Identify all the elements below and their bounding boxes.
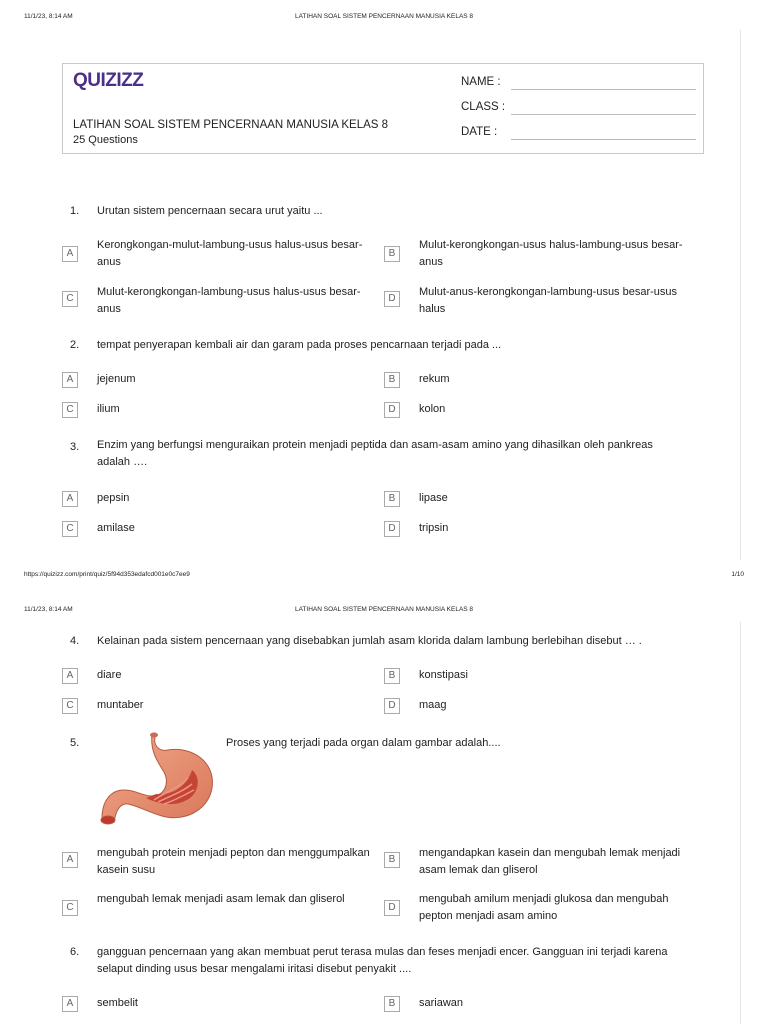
name-underline — [511, 89, 696, 90]
option-text: Mulut-kerongkongan-lambung-usus halus-usus besar-anus — [97, 286, 361, 315]
option-letter: A — [62, 491, 78, 507]
option-text: kolon — [419, 403, 446, 415]
print-title: LATIHAN SOAL SISTEM PENCERNAAN MANUSIA KELAS 8 — [294, 606, 474, 613]
option-letter: B — [384, 246, 400, 262]
page-edge — [740, 622, 741, 1024]
option-letter: C — [62, 698, 78, 714]
option-letter: D — [384, 900, 400, 916]
print-title: LATIHAN SOAL SISTEM PENCERNAAN MANUSIA KELAS 8 — [294, 13, 474, 20]
option-text: sembelit — [97, 997, 138, 1009]
option-letter: A — [62, 996, 78, 1012]
option-text: pepsin — [97, 492, 130, 504]
option-letter: C — [62, 402, 78, 418]
option-text: Mulut-kerongkongan-usus halus-lambung-usus besar-anus — [419, 239, 683, 268]
option-letter: A — [62, 852, 78, 868]
option-text: mengubah lemak menjadi asam lemak dan gliserol — [97, 893, 345, 905]
option-letter: D — [384, 698, 400, 714]
option-letter: C — [62, 521, 78, 537]
option-letter: B — [384, 668, 400, 684]
stomach-image — [96, 732, 218, 826]
class-field[interactable] — [461, 101, 505, 113]
option-text: sariawan — [419, 997, 464, 1009]
option-text: muntaber — [97, 699, 144, 711]
option-letter: A — [62, 668, 78, 684]
option-letter: B — [384, 491, 400, 507]
quizizz-logo: QUIZIZZ — [73, 70, 144, 91]
quiz-title: LATIHAN SOAL SISTEM PENCERNAAN MANUSIA KELAS 8 — [73, 119, 389, 131]
name-label: NAME : — [461, 76, 501, 88]
option-text: mengubah amilum menjadi glukosa dan mengubah pepton menjadi asam amino — [419, 893, 669, 922]
option-text: tripsin — [419, 522, 449, 534]
option-letter: D — [384, 291, 400, 307]
option-text: mengandapkan kasein dan mengubah lemak menjadi asam lemak dan gliserol — [419, 847, 681, 876]
option-letter: A — [62, 246, 78, 262]
option-text: maag — [419, 699, 447, 711]
print-url: https://quizizz.com/print/quiz/5f94d353edafcd001e0c7ee9 — [24, 571, 190, 578]
name-field[interactable] — [461, 76, 501, 88]
page-number: 1/10 — [731, 571, 744, 578]
date-underline — [511, 139, 696, 140]
option-text: Mulut-anus-kerongkongan-lambung-usus besar-usus halus — [419, 286, 678, 315]
option-letter: D — [384, 521, 400, 537]
question-number: 6. — [70, 946, 80, 958]
question-text: Urutan sistem pencernaan secara urut yaitu ... — [97, 205, 323, 217]
print-datetime: 11/1/23, 8:14 AM — [24, 606, 73, 613]
option-text: konstipasi — [419, 669, 468, 681]
option-text: jejenum — [97, 373, 136, 385]
question-number: 5. — [70, 737, 80, 749]
option-text: Kerongkongan-mulut-lambung-usus halus-usus besar-anus — [97, 239, 363, 268]
question-count: 25 Questions — [73, 134, 138, 146]
class-underline — [511, 114, 696, 115]
question-number: 2. — [70, 339, 80, 351]
date-field[interactable] — [461, 126, 497, 138]
question-number: 1. — [70, 205, 80, 217]
option-letter: D — [384, 402, 400, 418]
print-datetime: 11/1/23, 8:14 AM — [24, 13, 73, 20]
option-letter: B — [384, 996, 400, 1012]
question-text: tempat penyerapan kembali air dan garam pada proses pencarnaan terjadi pada ... — [97, 339, 502, 351]
option-letter: B — [384, 852, 400, 868]
option-letter: B — [384, 372, 400, 388]
class-label: CLASS : — [461, 101, 506, 113]
page-edge — [740, 30, 741, 560]
question-text: gangguan pencernaan yang akan membuat perut terasa mulas dan feses menjadi encer. Gangguan ini terjadi karena selaput dinding usus besar mengalami iritasi disebut penyakit .... — [97, 946, 668, 975]
question-text: Proses yang terjadi pada organ dalam gambar adalah.... — [226, 737, 501, 749]
option-text: amilase — [97, 522, 135, 534]
question-number: 4. — [70, 635, 80, 647]
question-text: Kelainan pada sistem pencernaan yang disebabkan jumlah asam klorida dalam lambung berlebihan disebut … . — [97, 635, 642, 647]
option-text: ilium — [97, 403, 120, 415]
option-letter: C — [62, 291, 78, 307]
option-text: lipase — [419, 492, 448, 504]
option-letter: A — [62, 372, 78, 388]
option-letter: C — [62, 900, 78, 916]
option-text: diare — [97, 669, 122, 681]
question-text: Enzim yang berfungsi menguraikan protein menjadi peptida dan asam-asam amino yang dihasilkan oleh pankreas adalah …. — [97, 439, 653, 468]
quiz-info-box — [62, 63, 704, 154]
option-text: rekum — [419, 373, 450, 385]
question-number: 3. — [70, 441, 80, 453]
option-text: mengubah protein menjadi pepton dan menggumpalkan kasein susu — [97, 847, 370, 876]
date-label: DATE : — [461, 126, 498, 138]
